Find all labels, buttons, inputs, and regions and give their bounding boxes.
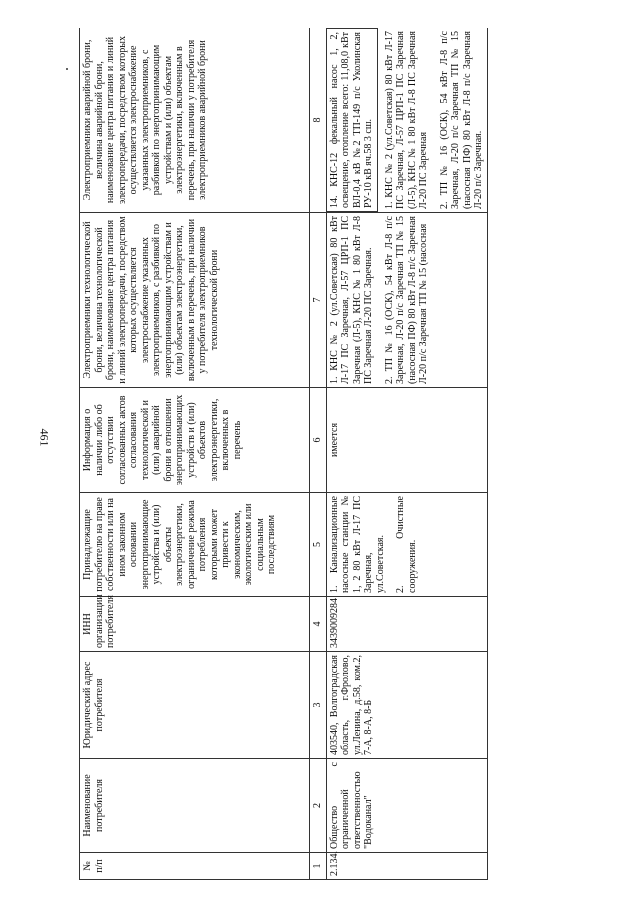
page-number: 461 <box>37 428 52 447</box>
device-item: 1. Канализационные насосные станции № 1, 2 80 кВт Л-17 ПС Заречная, ул.Советская. <box>328 496 386 593</box>
avar-bron <box>326 28 487 213</box>
column-number: 5 <box>310 493 327 597</box>
consumer-inn: 3439009284 <box>326 597 487 652</box>
column-number: 7 <box>310 213 327 388</box>
tech-bron <box>326 213 487 388</box>
consumer-name: Общество с ограниченной ответственностью "Водоканал" <box>326 759 487 853</box>
rotated-page <box>79 28 619 880</box>
tech-bron-item: 2. ТП № 16 (ОСК), 54 кВт Л-8 п/с Заречная, Л-20 п/с Заречная ТП № 15 (насосная ПФ) 80 кВт Л-8 п/с Заречная Л-20 п/с Заречная ТП № 15 (насосная <box>383 216 429 384</box>
previous-row-tail: 14. КНС-12 фекальный насос 1, 2, освещение, отопление всего: 11,08,0 кВт ВЛ-0,4 кВ №2 ТП-149 п/с Уколинская РУ-10 кВ яч.58 3 сш. <box>327 28 378 212</box>
avar-bron-item: 2. ТП № 16 (ОСК), 54 кВт Л-8 п/с Заречная, Л-20 п/с Заречная ТП № 15 (насосная ПФ) 80 кВт Л-8 п/с Заречная Л-20 п/с Заречная. <box>438 31 484 209</box>
column-number: 6 <box>310 388 327 493</box>
header-address: Юридический адрес потребителя <box>80 652 310 759</box>
header-devices: Принадлежащие потребителю на праве собственности или на ином законном основании энергопринимающие устройства и (или) объекты электроэнергетики, ограничение режима потребления которыми может привести к экономическим, экологическим или социальным последствиям <box>80 493 310 597</box>
header-number: № п/п <box>80 853 310 880</box>
consumer-devices <box>326 493 487 597</box>
tech-bron-item: 1. КНС № 2 (ул.Советская) 80 кВт Л-17 ПС Заречная, Л-57 ЦРП-1 ПС Заречная (Л-5), КНС № 1 80 кВт Л-8 ПС Заречная Л-20 ПС Заречная. <box>328 216 374 384</box>
header-avar-bron: Электроприемники аварийной брони, величина аварийной брони, наименование центра питания и линий электропередачи, посредством которых осуществляется электроснабжение указанных электроприемников, с разбивкой по энергопринимающим устройствам и (или) объектам электроэнергетики, включенным в перечень, при наличии у потребителя электроприемников аварийной брони <box>80 28 310 213</box>
scan-dot <box>66 68 68 70</box>
header-name: Наименование потребителя <box>80 759 310 853</box>
acts-status: имеется <box>326 388 487 493</box>
table-container <box>79 28 619 880</box>
header-acts: Информация о наличии либо об отсутствии согласованных актов согласования технологической и (или) аварийной брони в отношении энергопринимающих устройств и (или) объектов электроэнергетики, включенных в перечень <box>80 388 310 493</box>
header-inn: ИНН организации потребителя <box>80 597 310 652</box>
column-number: 1 <box>310 853 327 880</box>
row-number: 2.134. <box>326 853 487 880</box>
avar-bron-item: 1. КНС № 2 (ул.Советская) 80 кВт Л-17 ПС Заречная, Л-57 ЦРП-1 ПС Заречная (Л-5), КНС № 1 80 кВт Л-8 ПС Заречная Л-20 ПС Заречная <box>383 31 429 209</box>
column-number-row <box>310 28 327 880</box>
consumers-table <box>79 28 488 880</box>
table-row <box>326 28 487 880</box>
column-number: 3 <box>310 652 327 759</box>
header-row <box>80 28 310 880</box>
column-number: 8 <box>310 28 327 213</box>
column-number: 4 <box>310 597 327 652</box>
header-tech-bron: Электроприемники технологической брони, величина технологической брони, наименование центра питания и линий электропередачи, посредством которых осуществляется электроснабжение указанных электроприемников, с разбивкой по энергопринимающим устройствам и (или) объектам электроэнергетики, включенным в перечень, при наличии у потребителя электроприемников технологической брони <box>80 213 310 388</box>
consumer-address: 403540, Волгоградская область, г.Фролово, ул.Ленина, д.58, ком.2, 7-А, 8-А, 8-Б <box>326 652 487 759</box>
device-item: 2. Очистные сооружения. <box>395 496 418 593</box>
column-number: 2 <box>310 759 327 853</box>
